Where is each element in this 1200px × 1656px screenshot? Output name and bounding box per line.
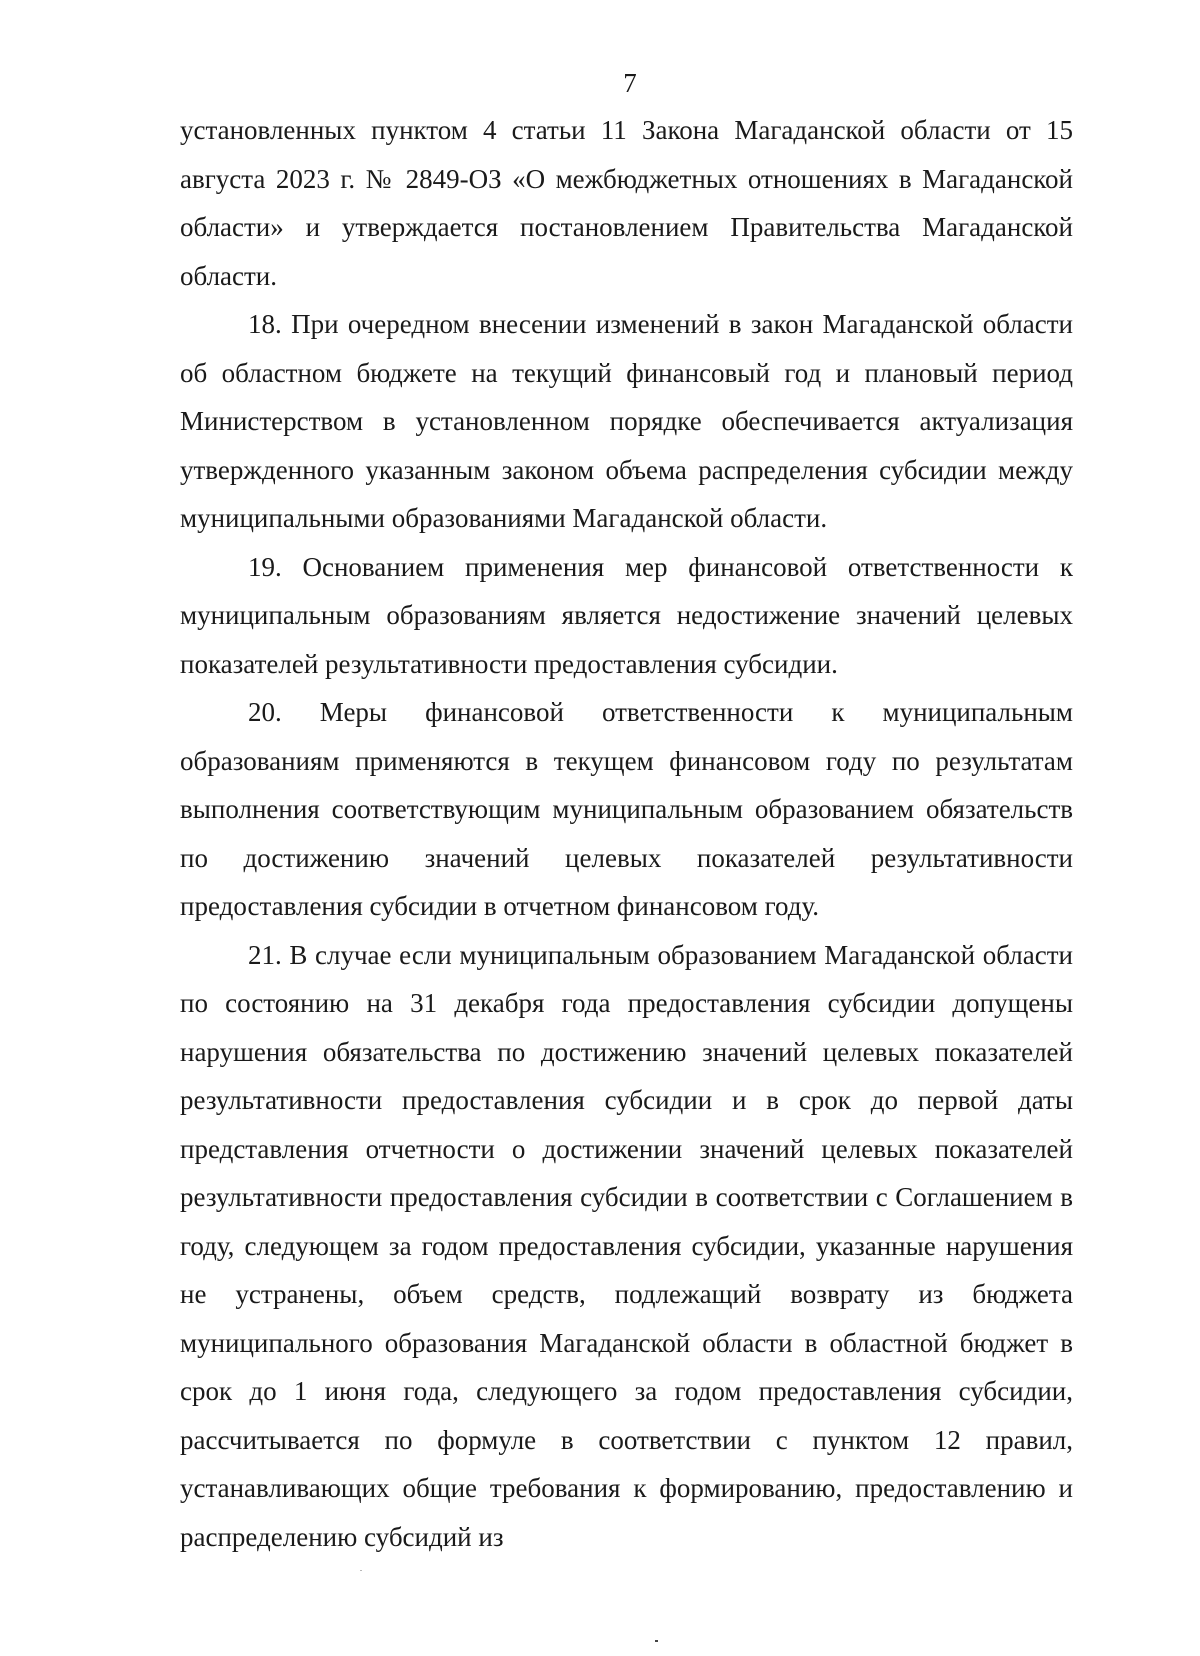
paragraph-item-21: 21. В случае если муниципальным образованием Магаданской области по состоянию на 31 декабря года предоставления субсидии допущены нарушения обязательства по достижению значений целевых показателей результативности предоставления субсидии и в срок до первой даты представления отчетности о достижении значений целевых показателей результативности предоставления субсидии в соответствии с Соглашением в году, следующем за годом предоставления субсидии, указанные нарушения не устранены, объем средств, подлежащий возврату из бюджета муниципального образования Магаданской области в областной бюджет в срок до 1 июня года, следующего за годом предоставления субсидии, рассчитывается по формуле в соответствии с пунктом 12 правил, устанавливающих общие требования к формированию, предоставлению и распределению субсидий из: [180, 939, 1073, 1552]
scan-speck: [655, 1640, 658, 1642]
paragraph-item-20: 20. Меры финансовой ответственности к муниципальным образованиям применяются в текущем финансовом году по результатам выполнения соответствующим муниципальным образованием обязательств по достижению значений целевых показателей результативности предоставления субсидии в отчетном финансовом году.: [180, 697, 1073, 921]
scan-speck: [360, 1570, 362, 1571]
document-body: [180, 106, 1073, 1561]
paragraph-item-19: 19. Основанием применения мер финансовой ответственности к муниципальным образованиям является недостижение значений целевых показателей результативности предоставления субсидии.: [180, 551, 1073, 679]
paragraph-continuation: установленных пунктом 4 статьи 11 Закона Магаданской области от 15 августа 2023 г. № 2849-ОЗ «О межбюджетных отношениях в Магаданской области» и утверждается постановлением Правительства Магаданской области.: [180, 115, 1073, 291]
page-number: 7: [623, 68, 637, 98]
paragraph-item-18: 18. При очередном внесении изменений в закон Магаданской области об областном бюджете на текущий финансовый год и плановый период Министерством в установленном порядке обеспечивается актуализация утвержденного указанным законом объема распределения субсидии между муниципальными образованиями Магаданской области.: [180, 309, 1073, 533]
